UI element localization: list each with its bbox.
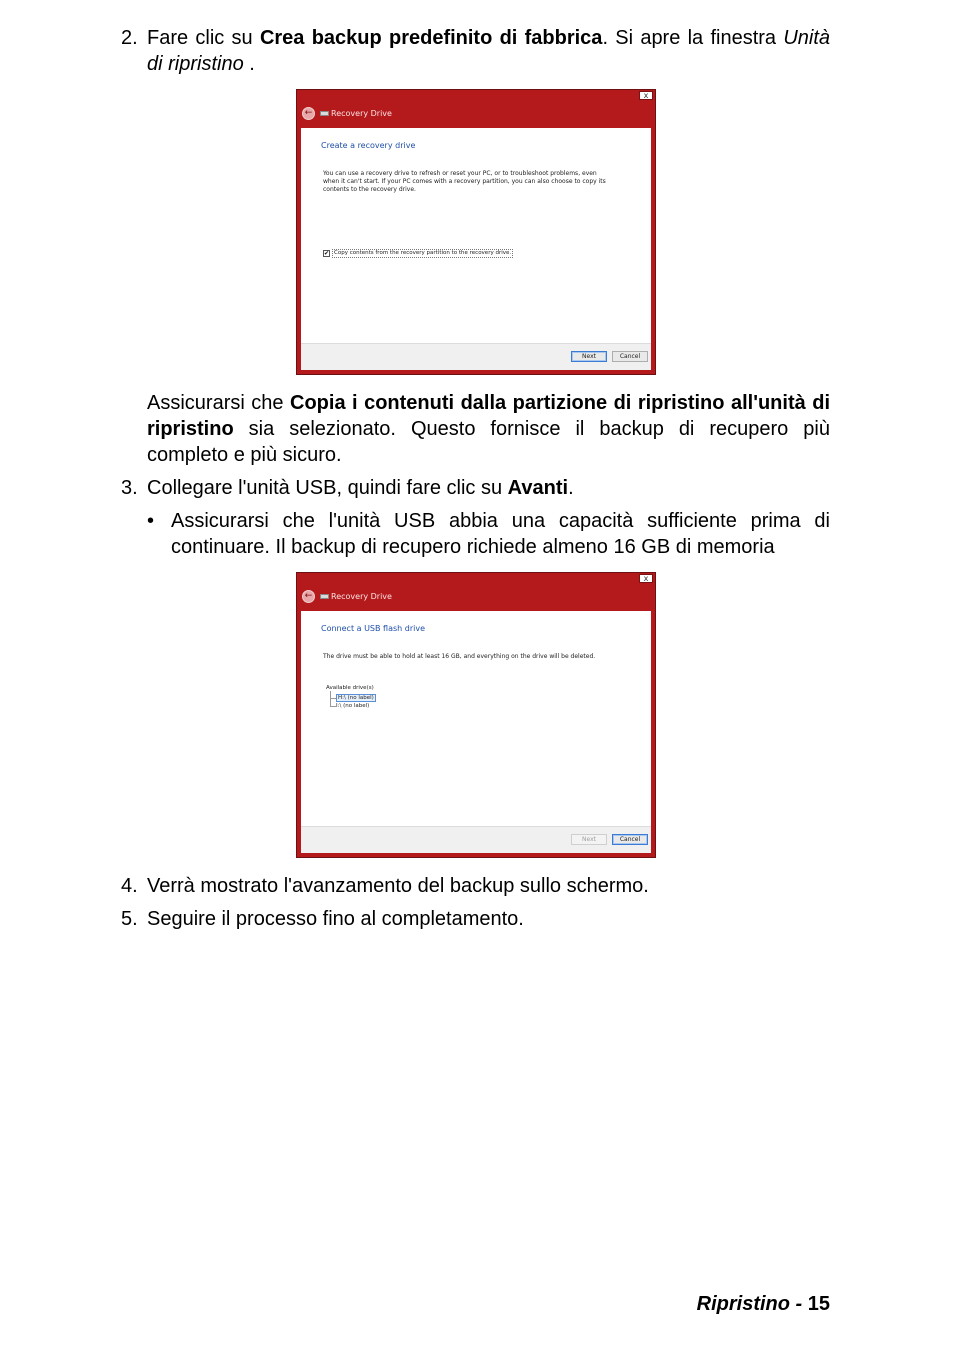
step-2-pre: Fare clic su [147, 27, 260, 49]
step-3-text [147, 475, 830, 501]
step-number: 4. [121, 875, 138, 897]
back-arrow-icon: ← [302, 107, 315, 120]
step-4-text: Verrà mostrato l'avanzamento del backup sullo schermo. [147, 875, 649, 897]
checkbox-label: Copy contents from the recovery partition to the recovery drive. [334, 250, 512, 256]
close-icon: x [639, 91, 653, 100]
wizard-heading: Connect a USB flash drive [321, 624, 425, 633]
bullet-icon: • [147, 510, 155, 532]
drive-icon [320, 594, 329, 599]
note-pre: Assicurarsi che [147, 392, 291, 414]
step-number: 5. [121, 908, 138, 930]
recovery-drive-screenshot-2 [296, 572, 656, 858]
window-content [301, 611, 651, 853]
window-titlebar [297, 102, 655, 128]
wizard-heading: Create a recovery drive [321, 141, 416, 150]
cancel-button: Cancel [612, 834, 648, 845]
drive-item-selected: H:\ (no label) [338, 695, 374, 701]
next-button: Next [571, 834, 607, 845]
page-footer [697, 1292, 830, 1316]
window-title: Recovery Drive [331, 109, 392, 118]
window-content [301, 128, 651, 370]
step-2-text [147, 25, 830, 77]
note-bold: Copia i contenuti dalla partizione di ripristino all'unità di ripristino [147, 392, 830, 440]
step-3-bold: Avanti [507, 477, 569, 499]
wizard-description: The drive must be able to hold at least 16 GB, and everything on the drive will be deleted. [323, 653, 596, 660]
checkbox-icon: ✔ [324, 250, 330, 257]
drive-item: I:\ (no label) [336, 703, 370, 709]
step-2-italic: Unità di ripristino [147, 27, 831, 75]
wizard-footer [301, 343, 651, 370]
note-paragraph [147, 390, 830, 468]
step-5-text: Seguire il processo fino al completamento. [147, 908, 524, 930]
drive-list-label: Available drive(s) [326, 685, 374, 691]
step-2-mid: . Si apre la finestra [602, 27, 784, 49]
bullet-text: Assicurarsi che l'unità USB abbia una capacità sufficiente prima di continuare. Il backup di recupero richiede almeno 16 GB di memoria [171, 510, 830, 558]
recovery-drive-screenshot-1 [296, 89, 656, 375]
step-number: 2. [121, 27, 138, 49]
back-arrow-icon: ← [302, 590, 315, 603]
step-number: 3. [121, 477, 138, 499]
note-post: sia selezionato. Questo fornisce il backup di recupero più completo e più sicuro. [147, 418, 830, 466]
footer-section: Ripristino - [696, 1293, 808, 1315]
window-titlebar [297, 585, 655, 611]
drive-icon [320, 111, 329, 116]
step-2-post: . [243, 53, 255, 75]
close-icon: x [639, 574, 653, 583]
next-button: Next [571, 351, 607, 362]
step-2-bold: Crea backup predefinito di fabbrica [259, 27, 603, 49]
step-3-pre: Collegare l'unità USB, quindi fare clic su [147, 477, 508, 499]
window-title: Recovery Drive [331, 592, 392, 601]
cancel-button: Cancel [612, 351, 648, 362]
step-3-post: . [568, 477, 574, 499]
wizard-description: You can use a recovery drive to refresh or reset your PC, or to troubleshoot problems, even when it can't start. If your PC comes with a recovery partition, you can also choose to copy its contents to the recovery drive. [323, 170, 606, 193]
page-number: 15 [807, 1293, 830, 1315]
wizard-footer [301, 826, 651, 853]
